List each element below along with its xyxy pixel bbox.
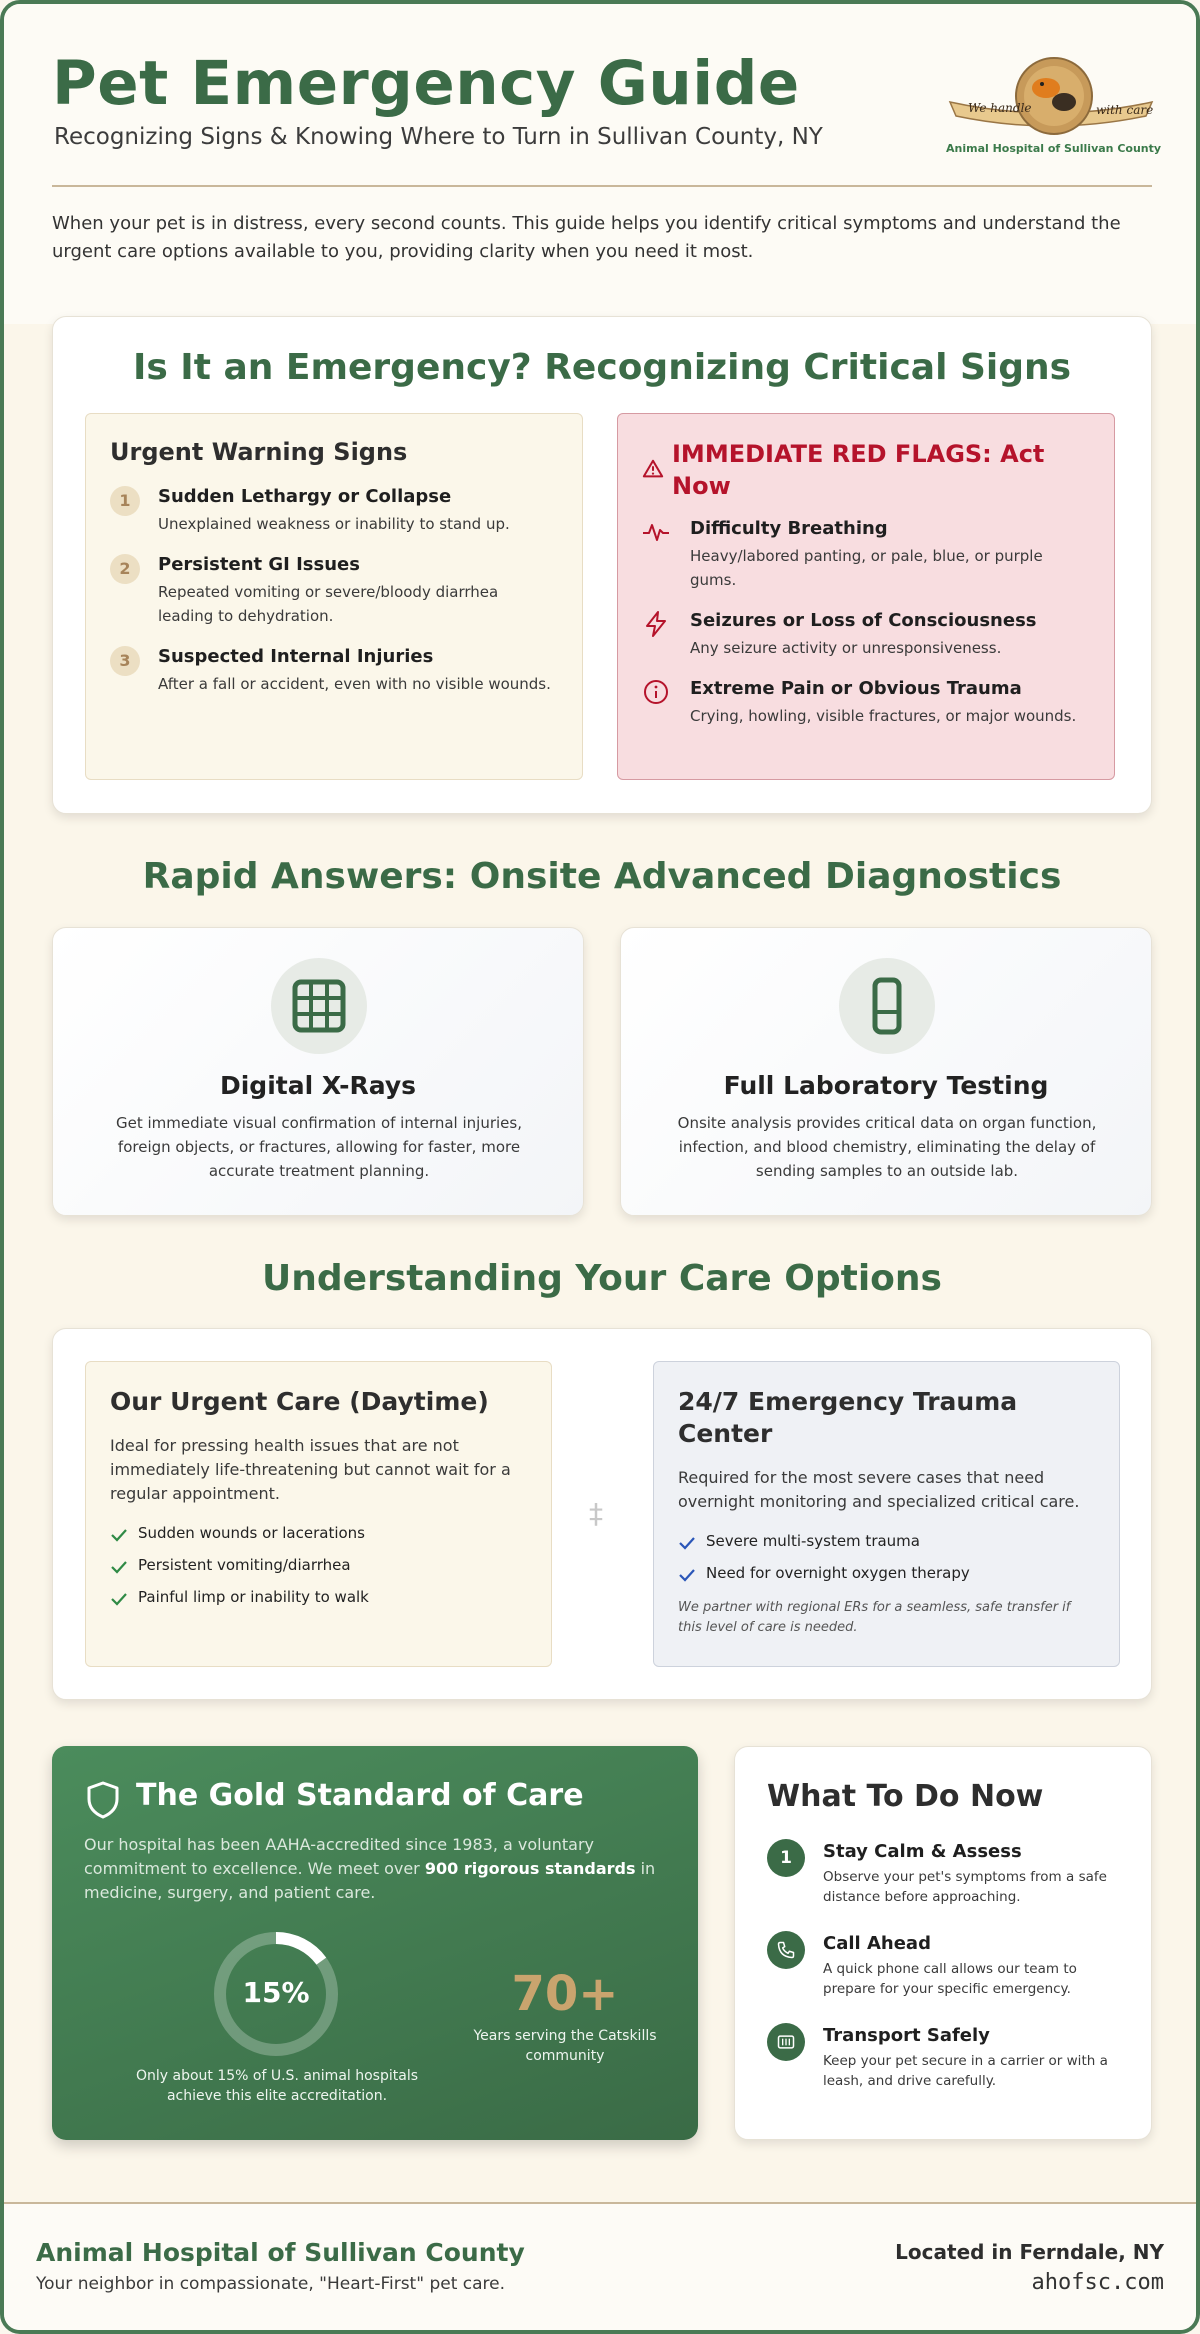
footer	[4, 2202, 1196, 2334]
alert-triangle-icon	[642, 458, 664, 480]
grid-icon	[291, 978, 347, 1034]
what-to-do-card	[734, 1746, 1152, 2140]
heartbeat-icon	[642, 518, 670, 546]
step-title: Stay Calm & Assess	[823, 1841, 1022, 1862]
gold-standard-card	[52, 1746, 698, 2140]
trauma-center-desc: Required for the most severe cases that need overnight monitoring and specialized critical care.	[678, 1468, 1080, 1511]
footer-website-link[interactable]: ahofsc.com	[1031, 2270, 1164, 2295]
warning-item-title: Persistent GI Issues	[158, 554, 360, 575]
footer-hospital-name: Animal Hospital of Sullivan County	[36, 2238, 525, 2267]
warning-signs-panel	[85, 413, 583, 780]
what-to-do-title: What To Do Now	[767, 1779, 1044, 1814]
footer-tagline: Your neighbor in compassionate, "Heart-First" pet care.	[36, 2274, 506, 2294]
trauma-center-item-text: Severe multi-system trauma	[706, 1532, 920, 1550]
warning-item-desc: After a fall or accident, even with no visible wounds.	[158, 675, 551, 693]
check-icon	[678, 1567, 696, 1583]
red-flag-title: Difficulty Breathing	[690, 518, 888, 539]
urgent-care-item-text: Sudden wounds or lacerations	[138, 1524, 365, 1542]
number-badge: 1	[110, 486, 140, 516]
gold-desc-bold: 900 rigorous standards	[424, 1859, 636, 1878]
emergency-section	[52, 316, 1152, 814]
warning-signs-title: Urgent Warning Signs	[110, 438, 408, 466]
trauma-center-note: We partner with regional ERs for a seamless, safe transfer if this level of care is needed.	[678, 1600, 1071, 1635]
diagnostic-title: Full Laboratory Testing	[723, 1071, 1049, 1100]
warning-item-desc: Repeated vomiting or severe/bloody diarrhea leading to dehydration.	[158, 583, 499, 625]
footer-location: Located in Ferndale, NY	[895, 2240, 1164, 2264]
diagnostic-desc: Onsite analysis provides critical data on organ function, infection, and blood chemistry, eliminating the delay of sending samples to an outside lab.	[677, 1114, 1097, 1180]
urgent-care-desc: Ideal for pressing health issues that are not immediately life-threatening but cannot wait for a regular appointment.	[110, 1436, 511, 1503]
ring-percent-label: 15%	[242, 1976, 310, 2009]
logo-emblem-icon	[946, 54, 1156, 144]
urgent-care-panel	[85, 1361, 552, 1667]
step-desc: A quick phone call allows our team to prepare for your specific emergency.	[823, 1961, 1077, 1997]
urgent-care-item	[110, 1556, 530, 1578]
step-desc: Observe your pet's symptoms from a safe distance before approaching.	[823, 1869, 1107, 1905]
red-flag-desc: Any seizure activity or unresponsiveness.	[690, 639, 1002, 657]
logo-name: Animal Hospital of Sullivan County	[946, 142, 1162, 155]
page-title: Pet Emergency Guide	[52, 48, 800, 119]
trauma-center-item	[678, 1564, 1098, 1586]
urgent-care-item	[110, 1524, 530, 1546]
gold-desc-before: Our hospital has been AAHA-accredited since 1983, a voluntary commitment to excellence. We meet over	[84, 1835, 595, 1878]
trauma-center-item-text: Need for overnight oxygen therapy	[706, 1564, 970, 1582]
years-stat-caption: Years serving the Catskills community	[473, 2028, 657, 2064]
diagnostic-card-xray	[52, 927, 584, 1216]
step-icon-badge	[767, 2023, 805, 2061]
step-number-badge: 1	[767, 1839, 805, 1877]
trauma-center-panel	[653, 1361, 1120, 1667]
warning-item-title: Sudden Lethargy or Collapse	[158, 486, 452, 507]
diagnostic-card-lab	[620, 927, 1152, 1216]
lightning-icon	[642, 610, 670, 638]
intro-text: When your pet is in distress, every second counts. This guide helps you identify critical symptoms and understand the urgent care options available to you, providing clarity when you need it most.	[52, 213, 1121, 262]
diagnostic-title: Digital X-Rays	[219, 1071, 417, 1100]
diagnostic-icon-wrap	[271, 958, 367, 1054]
gold-standard-title: The Gold Standard of Care	[136, 1778, 584, 1813]
warning-item-desc: Unexplained weakness or inability to stand up.	[158, 515, 510, 533]
carrier-icon	[776, 2032, 796, 2052]
urgent-care-title: Our Urgent Care (Daytime)	[110, 1387, 489, 1416]
diagnostic-icon-wrap	[839, 958, 935, 1054]
red-flags-panel	[617, 413, 1115, 780]
header-divider	[52, 185, 1152, 187]
step-title: Call Ahead	[823, 1933, 931, 1954]
care-options-heading: Understanding Your Care Options	[262, 1258, 942, 1299]
red-flag-title: Seizures or Loss of Consciousness	[690, 610, 1037, 631]
red-flag-title: Extreme Pain or Obvious Trauma	[690, 678, 1022, 699]
check-icon	[678, 1535, 696, 1551]
warning-item-title: Suspected Internal Injuries	[158, 646, 434, 667]
logo-ribbon-left-text: We handle	[968, 101, 1032, 115]
phone-icon	[776, 1940, 796, 1960]
number-badge: 3	[110, 646, 140, 676]
ring-caption: Only about 15% of U.S. animal hospitals achieve this elite accreditation.	[135, 2068, 419, 2104]
red-flag-desc: Crying, howling, visible fractures, or major wounds.	[690, 707, 1077, 725]
step-desc: Keep your pet secure in a carrier or with a leash, and drive carefully.	[823, 2053, 1108, 2089]
diagnostics-heading: Rapid Answers: Onsite Advanced Diagnostics	[142, 856, 1062, 897]
red-flag-desc: Heavy/labored panting, or pale, blue, or purple gums.	[690, 547, 1043, 589]
urgent-care-item-text: Persistent vomiting/diarrhea	[138, 1556, 351, 1574]
step-icon-badge	[767, 1931, 805, 1969]
page-subtitle: Recognizing Signs & Knowing Where to Turn in Sullivan County, NY	[54, 124, 823, 150]
diagnostic-desc: Get immediate visual confirmation of internal injuries, foreign objects, or fractures, allowing for faster, more accurate treatment planning.	[115, 1114, 522, 1180]
trauma-center-item	[678, 1532, 1098, 1554]
test-tube-icon	[869, 976, 905, 1036]
logo-ribbon-right-text: with care	[1096, 103, 1154, 117]
trauma-center-title: 24/7 Emergency Trauma Center	[678, 1387, 1018, 1448]
care-options-section	[52, 1328, 1152, 1700]
emergency-heading: Is It an Emergency? Recognizing Critical Signs	[132, 347, 1072, 388]
gold-desc-after: in medicine, surgery, and patient care.	[84, 1859, 656, 1902]
info-circle-icon	[642, 678, 670, 706]
check-icon	[110, 1559, 128, 1575]
number-badge: 2	[110, 554, 140, 584]
check-icon	[110, 1527, 128, 1543]
check-icon	[110, 1591, 128, 1607]
years-stat: 70+	[511, 1966, 619, 2022]
red-flags-title: IMMEDIATE RED FLAGS: Act Now	[672, 440, 1045, 500]
urgent-care-item	[110, 1588, 530, 1610]
header	[52, 48, 1162, 188]
gold-standard-desc	[84, 1833, 674, 1905]
shield-icon	[86, 1780, 120, 1820]
hospital-logo	[946, 54, 1162, 164]
care-separator: ‡	[589, 1497, 603, 1530]
step-title: Transport Safely	[823, 2025, 990, 2046]
urgent-care-item-text: Painful limp or inability to walk	[138, 1588, 369, 1606]
